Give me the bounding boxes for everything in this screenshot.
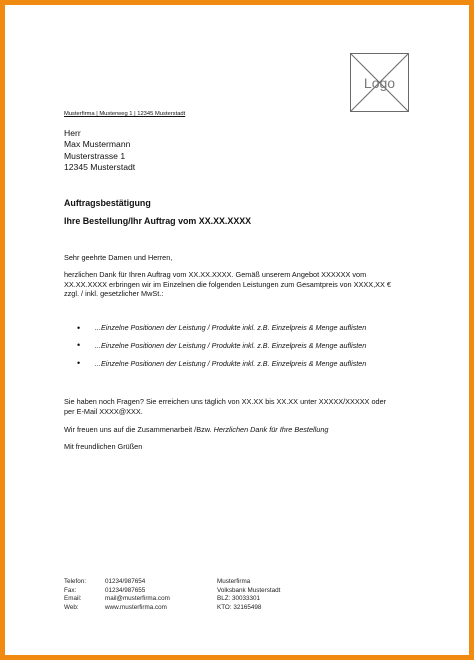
list-item [77,341,366,350]
web-label: Web: [64,603,79,611]
bullet-icon: • [77,322,81,333]
fax-label: Fax: [64,586,77,594]
phone-value: 01234/987654 [105,578,146,585]
closing: Mit freundlichen Grüßen [64,442,143,451]
footer-bank-details [217,578,280,612]
questions-paragraph [64,397,386,416]
bullet-icon: • [77,358,81,369]
list-item-text: ...Einzelne Positionen der Leistung / Produkte inkl. z.B. Einzelpreis & Menge auflisten [95,340,367,350]
item-list [77,323,366,376]
list-item [77,359,366,368]
footer-contact-labels [64,578,86,612]
intro-line: zzgl. / inkl. gesetzlicher MwSt.: [64,289,164,299]
intro-line: XX.XX.XXXX erbringen wir im Einzelnen die folgenden Leistungen zum Gesamtpreis von XXXX,XX € [64,279,391,289]
salutation: Sehr geehrte Damen und Herren, [64,253,173,262]
subject-line: Ihre Bestellung/Ihr Auftrag vom XX.XX.XXXX [64,216,252,226]
letter-page [5,5,469,655]
logo-placeholder [350,53,409,112]
bank-name: Volksbank Musterstadt [217,586,281,594]
recipient-street: Musterstrasse 1 [64,150,126,161]
questions-line: per E-Mail XXXX@XXX. [64,406,143,416]
recipient-title: Herr [64,128,81,138]
web-value: www.musterfirma.com [105,603,167,611]
fax-value: 01234/987655 [105,586,146,594]
bank-code: BLZ: 30033301 [217,595,261,603]
recipient-address [64,128,135,173]
recipient-city: 12345 Musterstadt [64,161,136,172]
sender-address-line: Musterfirma | Musterweg 1 | 12345 Musterstadt [64,111,186,117]
bank-account: KTO: 32165498 [217,603,262,611]
list-item [77,323,366,332]
email-label: Email: [64,595,82,603]
recipient-name: Max Mustermann [64,139,131,150]
footer-contact-values [105,578,170,612]
questions-line: Sie haben noch Fragen? Sie erreichen uns täglich von XX.XX bis XX.XX unter XXXXX/XXXXX oder [64,397,387,406]
list-item-text: ...Einzelne Positionen der Leistung / Produkte inkl. z.B. Einzelpreis & Menge auflisten [95,323,367,332]
intro-line: herzlichen Dank für Ihren Auftrag vom XX.XX.XXXX. Gemäß unserem Angebot XXXXXX vom [64,270,367,279]
bank-company: Musterfirma [217,578,251,585]
cooperation-paragraph [64,425,328,435]
thanks-text: Herzlichen Dank für Ihre Bestellung [213,425,329,434]
subject-title: Auftragsbestätigung [64,198,151,208]
bullet-icon: • [77,340,81,351]
phone-label: Telefon: [64,578,87,585]
logo-text: Logo [363,74,396,91]
email-value: mail@musterfirma.com [105,595,170,603]
list-item-text: ...Einzelne Positionen der Leistung / Produkte inkl. z.B. Einzelpreis & Menge auflisten [95,358,367,368]
intro-paragraph [64,270,414,299]
cooperation-text: Wir freuen uns auf die Zusammenarbeit /Bzw. [64,425,214,434]
